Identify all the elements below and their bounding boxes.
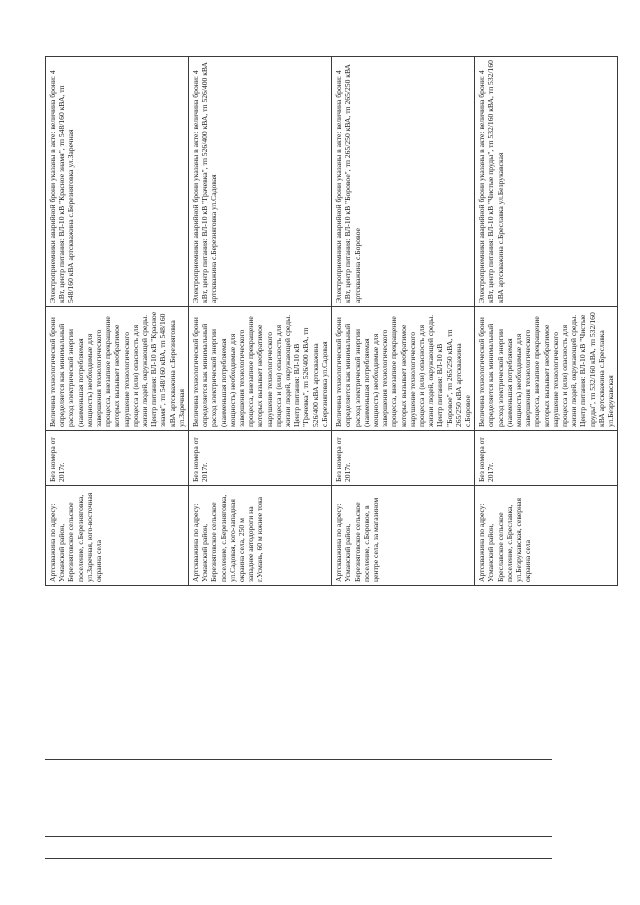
number-cell: Без номера от 2017г. xyxy=(475,431,618,486)
note-cell: Электроприемники аварийной брони указаны в акте: величина брони: 4 кВт, центр питания: ВЛ-10 кВ "Грачевка", тп 526/400 кВА, тп 526/400 кВА артскважина с.Березняговка ул.Садовая xyxy=(189,57,332,307)
number-cell: Без номера от 2017г. xyxy=(189,431,332,486)
rotated-table xyxy=(45,57,615,586)
definition-cell: Величина технологической брони определяется как минимальный расход электрической энергии (наименьшая потребляемая мощность) необходимые для завершения технологического процесса, внезапное прекращение которых вызывает необратимое нарушение технологического процесса и (или) опасность для жизни людей, окружающей среды. Центр питания: ВЛ-10 кВ "Боровое", тп 265/250 кВА, тп 265/250 кВА артскважина с.Боровое xyxy=(332,307,475,431)
note-cell: Электроприемники аварийной брони указаны в акте: величина брони: 4 кВт, центр питания: ВЛ-10 кВ "Чистые пруды", тп 532/160 кВА, тп 532/160 кВА артскважина с.Бреславка ул.Безрукавская xyxy=(475,57,618,307)
table-row xyxy=(46,57,189,586)
note-cell: Электроприемники аварийной брони указаны в акте: величина брони: 4 кВт, центр питания: ВЛ-10 кВ "Боровое", тп 265/250 кВА, тп 265/250 кВА артскважина с.Боровое xyxy=(332,57,475,307)
definition-cell: Величина технологической брони определяется как минимальный расход электрической энергии (наименьшая потребляемая мощность) необходимые для завершения технологического процесса, внезапное прекращение которых вызывает необратимое нарушение технологического процесса и (или) опасность для жизни людей, окружающей среды. Центр питания: ВЛ-10 кВ "Красное знамя", тп 548/160 кВА, тп 548/160 кВА артскважина с.Березняговка ул.Заречная xyxy=(46,307,189,431)
definition-cell: Величина технологической брони определяется как минимальный расход электрической энергии (наименьшая потребляемая мощность) необходимые для завершения технологического процесса, внезапное прекращение которых вызывает необратимое нарушение технологического процесса и (или) опасность для жизни людей, окружающей среды. Центр питания: ВЛ-10 кВ "Чистые пруды", тп 532/160 кВА, тп 532/160 кВА артскважина с.Бреславка ул.Безрукавская xyxy=(475,307,618,431)
table-row xyxy=(475,57,618,586)
left-rule-2 xyxy=(45,836,552,837)
left-rule-3 xyxy=(45,858,552,859)
table-row xyxy=(332,57,475,586)
left-rule-1 xyxy=(45,759,552,760)
table-row xyxy=(189,57,332,586)
reserve-table xyxy=(45,56,618,586)
definition-cell: Величина технологической брони определяется как минимальный расход электрической энергии (наименьшая потребляемая мощность) необходимые для завершения технологического процесса, внезапное прекращение которых вызывает необратимое нарушение технологического процесса и (или) опасность для жизни людей, окружающей среды. Центр питания: ВЛ-10 кВ "Грачевка", тп 526/400 кВА, тп 526/400 кВА артскважина с.Березняговка ул.Садовая xyxy=(189,307,332,431)
location-cell: Артскважина по адресу: Усманский район, Березняговское сельское поселение, с.Березняговка, ул.Заречная, юго-восточная окраина села xyxy=(46,486,189,586)
note-cell: Электроприемники аварийной брони указаны в акте: величина брони: 4 кВт, центр питания: ВЛ-10 кВ "Красное знамя", тп 548/160 кВА, тп 548/160 кВА артскважина с.Березняговка ул.Заречная xyxy=(46,57,189,307)
number-cell: Без номера от 2017г. xyxy=(46,431,189,486)
location-cell: Артскважина по адресу: Усманский район, Березняговское сельское поселение, с.Боровое, в центре села, за магазином xyxy=(332,486,475,586)
location-cell: Артскважина по адресу: Усманский район, Березняговское сельское поселение, с.Березняговка, ул.Садовая, юго-западная окраина села, 250 м западнее автодороги на г.Усмань, 60 м южнее тока xyxy=(189,486,332,586)
location-cell: Артскважина по адресу: Усманский район, Бреславское сельское поселение, с.Бреславка, ул.Безрукавская, северная окраина села xyxy=(475,486,618,586)
number-cell: Без номера от 2017г. xyxy=(332,431,475,486)
